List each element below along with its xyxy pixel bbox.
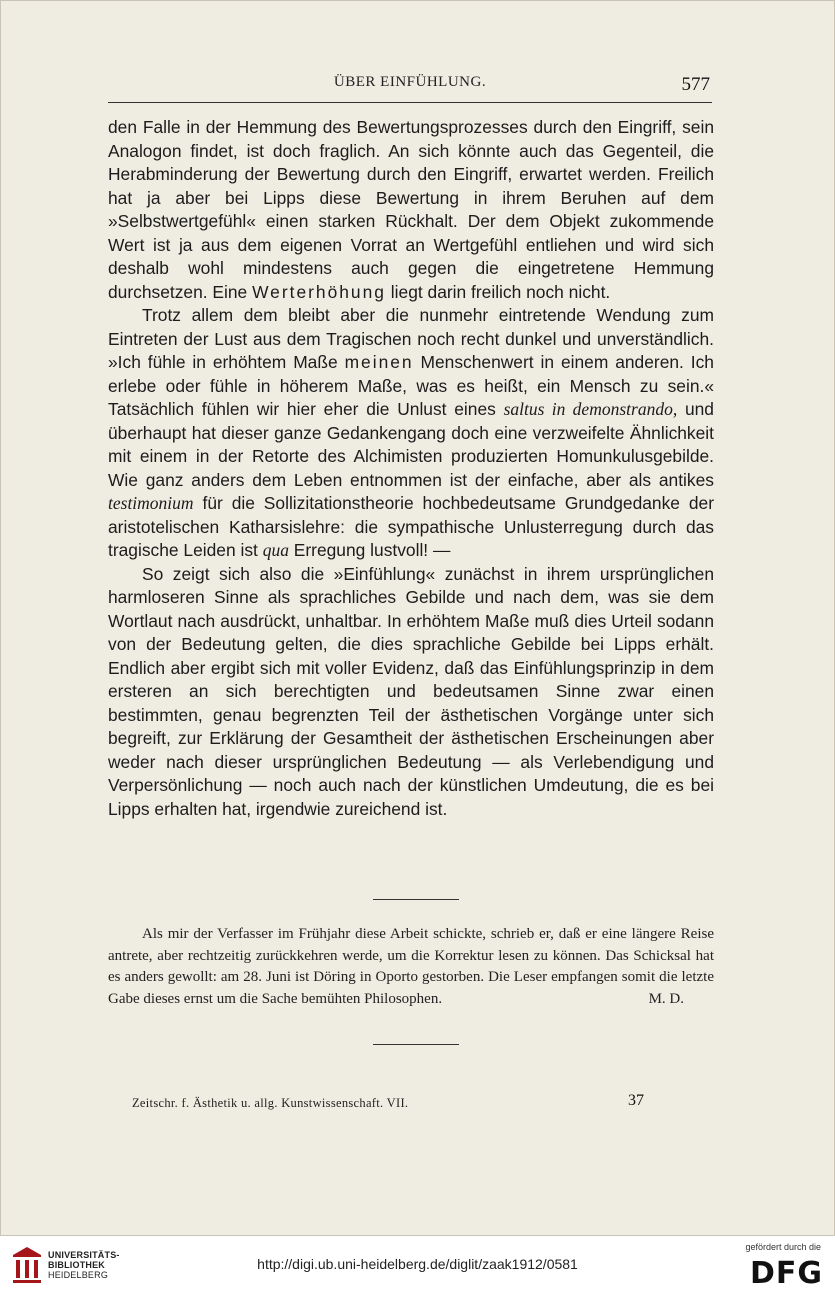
footnote-signature: M. D.: [648, 990, 684, 1007]
paragraph-3: So zeigt sich also die »Einfühlung« zunächst in ihrem ursprünglichen harmloseren Sinne als sprachliches Gebilde und nach dem, was sie dem Wortlaut nach ausdrückt, unhaltbar. In erhöhtem Maße muß dies Urteil sodann von der Bedeutung gelten, die dies sprachliche Gebilde bei Lipps erhält. Endlich aber ergibt sich mit voller Evidenz, daß das Einfühlungsprinzip in dem ersteren an sich berechtigten und bedeutsamen Sinne zwar einen bestimmten, genau begrenzten Teil der ästhetischen Vorgänge unter sich begreift, zur Erklärung der Gesamtheit der ästhetischen Erscheinungen aber weder nach dieser ursprünglichen Bedeutung — als Verlebendigung und Verpersönlichung — noch auch nach der künstlichen Umdeutung, die es bei Lipps erhalten hat, irgendwie zureichend ist.: [108, 563, 714, 819]
viewer-bar: [0, 1236, 835, 1296]
running-head: [108, 72, 712, 103]
paragraph-1: [108, 116, 714, 304]
body-text: [108, 116, 714, 821]
dfg-logo-icon: DFG: [749, 1256, 823, 1291]
paragraph-2-part-b: Menschenwert in einem anderen. Ich erlebe oder fühle in höherem Maße, was es heißt, ein Mensch zu sein.« Tatsächlich fühlen wir hier eher die Unlust eines: [108, 352, 714, 419]
journal-footer: Zeitschr. f. Ästhetik u. allg. Kunstwissenschaft. VII.: [132, 1096, 409, 1110]
library-line-1: UNIVERSITÄTS-: [48, 1250, 120, 1260]
library-line-3: HEIDELBERG: [48, 1270, 109, 1280]
divider-bottom: [373, 1044, 459, 1045]
emphasis-spaced-2: meinen: [344, 352, 414, 372]
permalink-url[interactable]: http://digi.ub.uni-heidelberg.de/diglit/zaak1912/0581: [257, 1256, 578, 1272]
paragraph-1-text: den Falle in der Hemmung des Bewertungsprozesses durch den Eingriff, sein Analogon findet, ist doch fraglich. An sich könnte auch das Gegenteil, die Herabminderung der Bewertung durch den Eingriff, erwartet werden. Freilich hat ja aber bei Lipps diese Bewertung in ihrem Beruhen auf dem »Selbstwertgefühl« einen starken Rückhalt. Der dem Objekt zukommende Wert ist ja aus dem eigenen Vorrat an Wertgefühl entliehen und wird sich deshalb wohl mindestens auch gegen die eingetretene Hemmung durchsetzen. Eine: [108, 117, 714, 302]
paragraph-2-part-a: Trotz allem dem bleibt aber die nunmehr eintretende Wendung zum Eintreten der Lust aus dem Tragischen noch recht dunkel und unverständlich. »Ich fühle in erhöhtem Maße: [108, 305, 714, 372]
footnote: [108, 924, 714, 1010]
library-line-2: BIBLIOTHEK: [48, 1260, 105, 1270]
running-head-title: ÜBER EINFÜHLUNG.: [333, 74, 487, 90]
sheet-number: 37: [628, 1092, 644, 1109]
emphasis-spaced: Werterhöhung: [252, 281, 386, 302]
page-number: 577: [681, 74, 710, 95]
paragraph-1-end: liegt darin freilich noch nicht.: [390, 281, 611, 302]
italic-phrase-3: qua: [262, 540, 289, 560]
funder-note: gefördert durch die: [745, 1242, 821, 1252]
paragraph-2: [108, 304, 714, 563]
divider-top: [373, 899, 459, 900]
italic-phrase-1: saltus in demonstrando,: [503, 399, 678, 419]
italic-phrase-2: testimonium: [108, 493, 194, 513]
footnote-text: Als mir der Verfasser im Frühjahr diese Arbeit schickte, schrieb er, daß er eine längere Reise antrete, aber rechtzeitig zurückkehren werde, um die Korrektur lesen zu können. Das Schicksal hat es anders gewollt: am 28. Juni ist Döring in Oporto gestorben. Die Leser empfangen somit die letzte Gabe dieses ernst um die Sache bemühten Philosophen.: [108, 926, 714, 1007]
paragraph-2-part-e: Erregung lustvoll! —: [293, 540, 451, 560]
paragraph-2-part-c: und überhaupt hat dieser ganze Gedankengang doch eine verzweifelte Ähnlichkeit mit einem in der Retorte des Alchimisten produzierten Homunkulusgebilde. Wie ganz anders dem Leben entnommen ist der einfache, aber als antikes: [108, 399, 714, 490]
paragraph-2-part-d: für die Sollizitationstheorie hochbedeutsame Grundgedanke der aristotelischen Katharsislehre: die sympathische Unlusterregung durch das tragische Leiden ist: [108, 493, 714, 560]
